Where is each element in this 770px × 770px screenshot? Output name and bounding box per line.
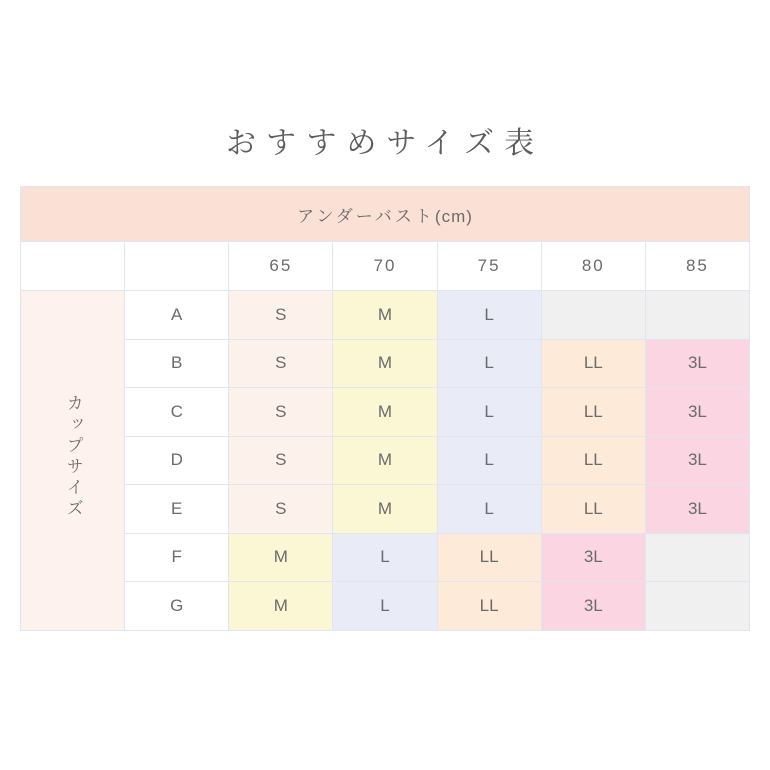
cell-F-80: 3L — [541, 533, 645, 582]
column-header-80: 80 — [541, 242, 645, 291]
row-header-D: D — [125, 436, 229, 485]
cell-G-65: M — [229, 582, 333, 631]
cell-F-85 — [645, 533, 749, 582]
table-row — [21, 339, 750, 388]
column-header-75: 75 — [437, 242, 541, 291]
cell-E-80: LL — [541, 485, 645, 534]
under-bust-unit: (cm) — [434, 206, 473, 226]
corner-blank-left — [21, 242, 125, 291]
page-title: おすすめサイズ表 — [226, 127, 544, 160]
cell-D-85: 3L — [645, 436, 749, 485]
column-header-70: 70 — [333, 242, 437, 291]
column-header-65: 65 — [229, 242, 333, 291]
cell-B-75: L — [437, 339, 541, 388]
cell-A-70: M — [333, 291, 437, 340]
table-row — [21, 436, 750, 485]
cell-C-70: M — [333, 388, 437, 437]
table-row — [21, 582, 750, 631]
cell-E-75: L — [437, 485, 541, 534]
row-header-A: A — [125, 291, 229, 340]
table-row — [21, 533, 750, 582]
cup-size-label-text: カップサイズ — [63, 394, 83, 521]
cell-G-75: LL — [437, 582, 541, 631]
row-header-E: E — [125, 485, 229, 534]
cell-G-70: L — [333, 582, 437, 631]
table-row — [21, 388, 750, 437]
row-header-F: F — [125, 533, 229, 582]
cell-D-70: M — [333, 436, 437, 485]
table-row — [21, 485, 750, 534]
row-header-G: G — [125, 582, 229, 631]
cell-C-75: L — [437, 388, 541, 437]
cell-B-80: LL — [541, 339, 645, 388]
cell-B-70: M — [333, 339, 437, 388]
cell-G-80: 3L — [541, 582, 645, 631]
corner-blank-cup — [125, 242, 229, 291]
column-header-85: 85 — [645, 242, 749, 291]
cell-A-80 — [541, 291, 645, 340]
cell-E-70: M — [333, 485, 437, 534]
cell-B-65: S — [229, 339, 333, 388]
row-header-B: B — [125, 339, 229, 388]
cell-D-75: L — [437, 436, 541, 485]
cell-F-65: M — [229, 533, 333, 582]
cell-F-70: L — [333, 533, 437, 582]
size-table — [20, 186, 750, 631]
cell-F-75: LL — [437, 533, 541, 582]
under-bust-header — [21, 187, 750, 242]
table-column-header-row — [21, 242, 750, 291]
cell-E-65: S — [229, 485, 333, 534]
table-row — [21, 291, 750, 340]
cell-D-65: S — [229, 436, 333, 485]
cell-C-85: 3L — [645, 388, 749, 437]
cell-D-80: LL — [541, 436, 645, 485]
table-header-band-row — [21, 187, 750, 242]
row-header-C: C — [125, 388, 229, 437]
cell-C-80: LL — [541, 388, 645, 437]
cup-size-label — [21, 291, 125, 631]
cell-C-65: S — [229, 388, 333, 437]
cell-G-85 — [645, 582, 749, 631]
size-table-container — [20, 186, 750, 631]
cell-A-65: S — [229, 291, 333, 340]
cell-B-85: 3L — [645, 339, 749, 388]
cell-E-85: 3L — [645, 485, 749, 534]
cell-A-75: L — [437, 291, 541, 340]
cell-A-85 — [645, 291, 749, 340]
under-bust-label: アンダーバスト — [297, 206, 435, 226]
